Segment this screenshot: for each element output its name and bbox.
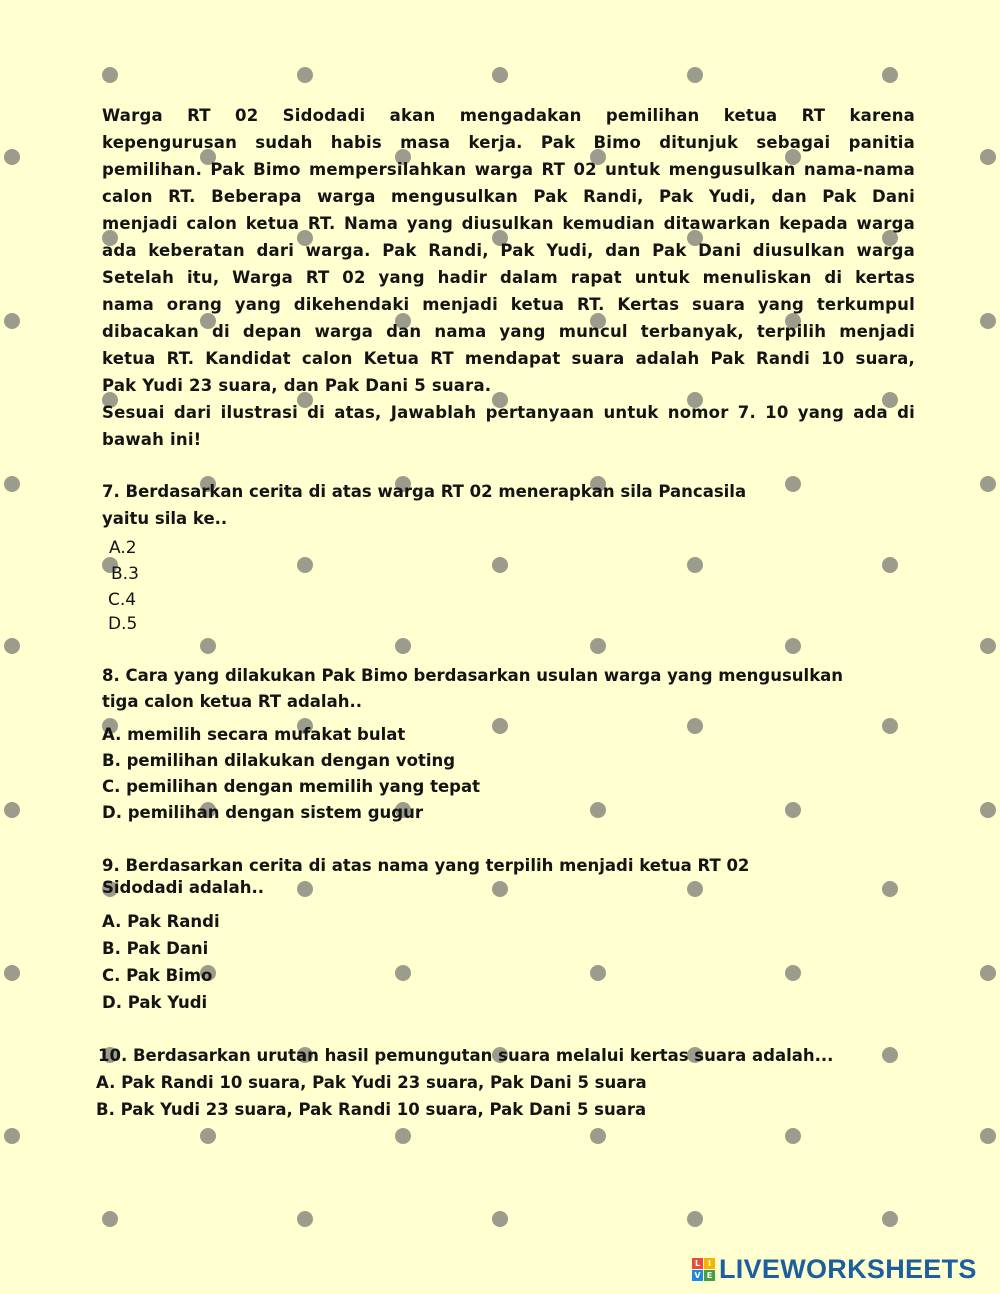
background-dot bbox=[980, 638, 996, 654]
passage-line: pemilihan. Pak Bimo mempersilahkan warga RT 02 untuk mengusulkan nama-nama bbox=[102, 160, 915, 179]
background-dot bbox=[687, 1211, 703, 1227]
background-dot bbox=[785, 965, 801, 981]
passage-line: calon RT. Beberapa warga mengusulkan Pak Randi, Pak Yudi, dan Pak Dani bbox=[102, 187, 915, 206]
background-dot bbox=[4, 476, 20, 492]
question-7-text-cont: yaitu sila ke.. bbox=[102, 509, 228, 528]
background-dot bbox=[687, 881, 703, 897]
q10-option-a[interactable]: A. Pak Randi 10 suara, Pak Yudi 23 suara, Pak Dani 5 suara bbox=[96, 1073, 647, 1092]
background-dot bbox=[492, 67, 508, 83]
background-dot bbox=[102, 1211, 118, 1227]
background-dot bbox=[882, 1211, 898, 1227]
background-dot bbox=[785, 638, 801, 654]
logo-tile: V bbox=[692, 1270, 703, 1281]
background-dot bbox=[297, 557, 313, 573]
q7-option-c[interactable]: C.4 bbox=[108, 590, 137, 610]
background-dot bbox=[297, 1211, 313, 1227]
background-dot bbox=[395, 1128, 411, 1144]
story-passage bbox=[102, 102, 915, 453]
background-dot bbox=[297, 881, 313, 897]
question-10-text: 10. Berdasarkan urutan hasil pemungutan suara melalui kertas suara adalah... bbox=[98, 1046, 834, 1065]
background-dot bbox=[297, 67, 313, 83]
q7-option-d[interactable]: D.5 bbox=[108, 614, 138, 634]
background-dot bbox=[980, 149, 996, 165]
logo-tile: E bbox=[704, 1270, 715, 1281]
question-8-text-cont: tiga calon ketua RT adalah.. bbox=[102, 692, 362, 711]
background-dot bbox=[980, 313, 996, 329]
background-dot bbox=[102, 67, 118, 83]
background-dot bbox=[687, 557, 703, 573]
question-9-text-cont: Sidodadi adalah.. bbox=[102, 878, 264, 897]
background-dot bbox=[4, 1128, 20, 1144]
logo-tile: L bbox=[692, 1258, 703, 1269]
question-7-text: 7. Berdasarkan cerita di atas warga RT 02 menerapkan sila Pancasila bbox=[102, 482, 747, 501]
question-8-text: 8. Cara yang dilakukan Pak Bimo berdasarkan usulan warga yang mengusulkan bbox=[102, 666, 844, 685]
liveworksheets-logo bbox=[692, 1252, 977, 1286]
background-dot bbox=[200, 638, 216, 654]
background-dot bbox=[4, 149, 20, 165]
background-dot bbox=[590, 965, 606, 981]
passage-line: Setelah itu, Warga RT 02 yang hadir dalam rapat untuk menuliskan di kertas bbox=[102, 268, 915, 287]
background-dot bbox=[4, 638, 20, 654]
logo-text: LIVEWORKSHEETS bbox=[719, 1253, 977, 1284]
passage-line: kepengurusan sudah habis masa kerja. Pak Bimo ditunjuk sebagai panitia bbox=[102, 133, 915, 152]
background-dot bbox=[980, 476, 996, 492]
q8-option-b[interactable]: B. pemilihan dilakukan dengan voting bbox=[102, 751, 456, 770]
background-dot bbox=[492, 881, 508, 897]
background-dot bbox=[785, 802, 801, 818]
q10-option-b[interactable]: B. Pak Yudi 23 suara, Pak Randi 10 suara, Pak Dani 5 suara bbox=[96, 1100, 647, 1119]
passage-line: nama orang yang dikehendaki menjadi ketua RT. Kertas suara yang terkumpul bbox=[102, 295, 915, 314]
background-dot bbox=[590, 1128, 606, 1144]
instruction-line: bawah ini! bbox=[102, 430, 202, 449]
instruction-line: Sesuai dari ilustrasi di atas, Jawablah pertanyaan untuk nomor 7. 10 yang ada di bbox=[102, 403, 915, 422]
q7-option-a[interactable]: A.2 bbox=[109, 538, 137, 558]
background-dot bbox=[492, 557, 508, 573]
passage-line: menjadi calon ketua RT. Nama yang diusulkan kemudian ditawarkan kepada warga bbox=[102, 214, 915, 233]
background-dot bbox=[980, 1128, 996, 1144]
background-dot bbox=[882, 1047, 898, 1063]
passage-line: dibacakan di depan warga dan nama yang muncul terbanyak, terpilih menjadi bbox=[102, 322, 915, 341]
passage-line: Warga RT 02 Sidodadi akan mengadakan pemilihan ketua RT karena bbox=[102, 106, 915, 125]
background-dot bbox=[395, 965, 411, 981]
q9-option-c[interactable]: C. Pak Bimo bbox=[102, 966, 213, 985]
q8-option-a[interactable]: A. memilih secara mufakat bulat bbox=[102, 725, 406, 744]
background-dot bbox=[687, 67, 703, 83]
background-dot bbox=[882, 67, 898, 83]
background-dot bbox=[590, 638, 606, 654]
background-dot bbox=[785, 1128, 801, 1144]
q7-option-b[interactable]: B.3 bbox=[111, 564, 139, 584]
background-dot bbox=[492, 1211, 508, 1227]
background-dot bbox=[785, 476, 801, 492]
q9-option-d[interactable]: D. Pak Yudi bbox=[102, 993, 208, 1012]
q9-option-a[interactable]: A. Pak Randi bbox=[102, 912, 220, 931]
background-dot bbox=[395, 638, 411, 654]
passage-line: Pak Yudi 23 suara, dan Pak Dani 5 suara. bbox=[102, 376, 492, 395]
background-dot bbox=[882, 557, 898, 573]
background-dot bbox=[4, 802, 20, 818]
background-dot bbox=[980, 965, 996, 981]
logo-tiles bbox=[692, 1258, 715, 1281]
background-dot bbox=[882, 881, 898, 897]
background-dot bbox=[4, 313, 20, 329]
passage-line: ada keberatan dari warga. Pak Randi, Pak Yudi, dan Pak Dani diusulkan warga bbox=[102, 241, 915, 260]
background-dot bbox=[980, 802, 996, 818]
logo-tile: I bbox=[704, 1258, 715, 1269]
q8-option-c[interactable]: C. pemilihan dengan memilih yang tepat bbox=[102, 777, 480, 796]
background-dot bbox=[882, 718, 898, 734]
background-dot bbox=[200, 1128, 216, 1144]
question-9-text: 9. Berdasarkan cerita di atas nama yang terpilih menjadi ketua RT 02 bbox=[102, 856, 750, 875]
background-dot bbox=[4, 965, 20, 981]
background-dot bbox=[687, 718, 703, 734]
q9-option-b[interactable]: B. Pak Dani bbox=[102, 939, 209, 958]
background-dot bbox=[590, 802, 606, 818]
passage-line: ketua RT. Kandidat calon Ketua RT mendapat suara adalah Pak Randi 10 suara, bbox=[102, 349, 915, 368]
q8-option-d[interactable]: D. pemilihan dengan sistem gugur bbox=[102, 803, 423, 822]
background-dot bbox=[492, 718, 508, 734]
